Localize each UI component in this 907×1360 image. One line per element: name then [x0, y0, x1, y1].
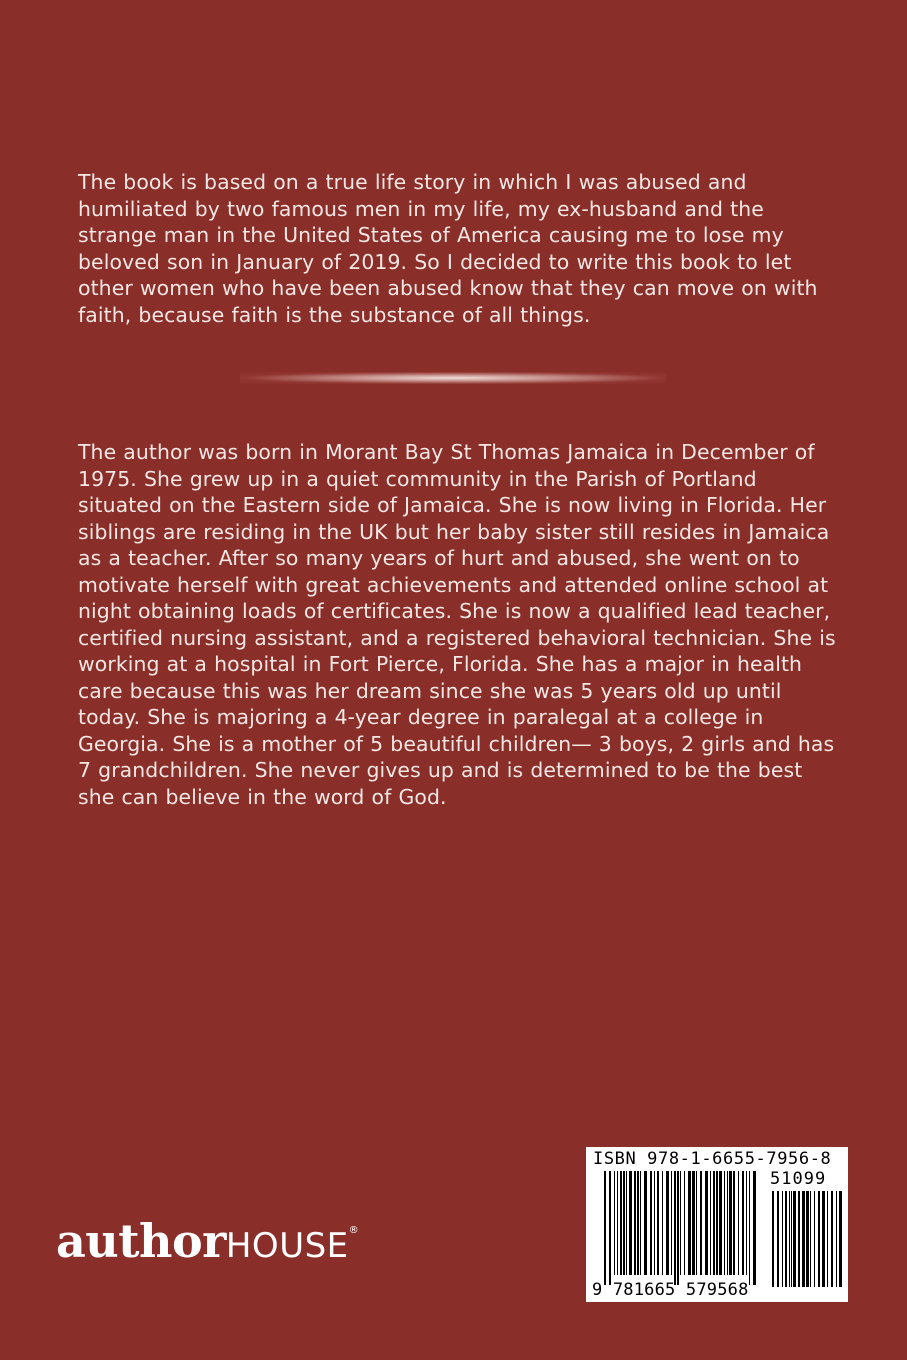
barcode-bar: [836, 1191, 837, 1287]
barcode-bar: [688, 1171, 691, 1275]
barcode-main-bars: [604, 1171, 759, 1285]
barcode-bar: [671, 1171, 672, 1275]
barcode-bar: [772, 1191, 774, 1287]
barcode-bar: [666, 1171, 669, 1275]
barcode-bar: [777, 1191, 779, 1287]
barcode-bar: [831, 1191, 833, 1287]
logo-house-text: HOUSE: [225, 1226, 349, 1266]
barcode-bar: [782, 1191, 783, 1287]
barcode-bar: [677, 1171, 679, 1285]
barcode-bar: [802, 1191, 805, 1287]
barcode-bar: [806, 1191, 809, 1287]
barcode-bar: [818, 1191, 820, 1287]
barcode-bar: [629, 1171, 632, 1275]
decorative-divider: [240, 372, 666, 384]
barcode-bar: [623, 1171, 625, 1275]
barcode-bar: [798, 1191, 800, 1287]
barcode-bar: [738, 1171, 739, 1275]
barcode-bar: [713, 1171, 715, 1275]
barcode-bar: [785, 1191, 787, 1287]
barcode-bar: [700, 1171, 702, 1275]
barcode-bar: [727, 1171, 728, 1275]
barcode-bar: [793, 1191, 796, 1287]
barcode-bar: [696, 1171, 697, 1275]
barcode-bar: [814, 1191, 815, 1287]
barcode-bar: [789, 1191, 790, 1287]
barcode-bar: [710, 1171, 711, 1275]
barcode-bar: [604, 1171, 606, 1285]
addon-number: 51099: [770, 1169, 827, 1189]
barcode-bar: [724, 1171, 725, 1275]
barcode-bar: [705, 1171, 708, 1275]
isbn-barcode: [586, 1147, 848, 1302]
barcode-bar: [753, 1171, 756, 1285]
barcode-bar: [839, 1191, 842, 1287]
barcode-bar: [634, 1171, 636, 1275]
logo-author-text: author: [56, 1214, 226, 1268]
barcode-bar: [644, 1171, 647, 1275]
barcode-bar: [637, 1171, 639, 1275]
barcode-bar: [680, 1171, 681, 1275]
barcode-bar: [692, 1171, 695, 1275]
barcode-bar: [614, 1171, 615, 1275]
author-bio-paragraph: The author was born in Morant Bay St Thomas Jamaica in December of 1975. She grew up in a quiet community in the Parish of Portland situated on the Eastern side of Jamaica. She is now living in Florida. Her siblings are residing in the UK but her baby sister still resides in Jamaica as a teacher. After so many years of hurt and abused, she went on to motivate herself with great achievements and attended online school at night obtaining loads of certificates. She is now a qualified lead teacher, certified nursing assistant, and a registered behavioral technician. She is working at a hospital in Fort Pierce, Florida. She has a major in health care because this was her dream since she was 5 years old up until today. She is majoring a 4-year degree in paralegal at a college in Georgia. She is a mother of 5 beautiful children— 3 boys, 2 girls and has 7 grandchildren. She never gives up and is determined to be the best she can believe in the word of God.: [78, 440, 836, 809]
barcode-bar: [716, 1171, 718, 1275]
barcode-bar: [626, 1171, 627, 1275]
barcode-bar: [684, 1171, 685, 1275]
barcode-bar: [640, 1171, 641, 1275]
barcode-bar: [729, 1171, 732, 1275]
barcode-bar: [657, 1171, 659, 1275]
barcode-bar: [650, 1171, 652, 1275]
publisher-logo: [56, 1214, 359, 1268]
barcode-bar: [674, 1171, 676, 1285]
barcode-bar: [654, 1171, 655, 1275]
barcode-bar: [827, 1191, 828, 1287]
barcode-bar: [791, 1191, 792, 1287]
barcode-bar: [733, 1171, 735, 1275]
description-paragraph: The book is based on a true life story in which I was abused and humiliated by two famous men in my life, my ex-husband and the strange man in the United States of America causing me to lose my beloved son in January of 2019. So I decided to write this book to let other women who have been abused know that they can move on with faith, because faith is the substance of all things.: [78, 170, 818, 327]
ean-digits: 9 781665 579568: [592, 1280, 749, 1300]
barcode-bar: [719, 1171, 722, 1275]
barcode-bar: [662, 1171, 663, 1275]
isbn-label: ISBN 978-1-6655-7956-8: [593, 1149, 832, 1169]
barcode-bar: [810, 1191, 811, 1287]
barcode-bar: [746, 1171, 747, 1275]
barcode-bar: [822, 1191, 825, 1287]
barcode-addon-bars: [772, 1191, 842, 1297]
barcode-bar: [749, 1171, 750, 1285]
barcode-bar: [609, 1171, 611, 1285]
barcode-bar: [617, 1171, 618, 1275]
barcode-bar: [620, 1171, 622, 1275]
registered-mark: ®: [348, 1225, 359, 1236]
barcode-bar: [742, 1171, 744, 1275]
